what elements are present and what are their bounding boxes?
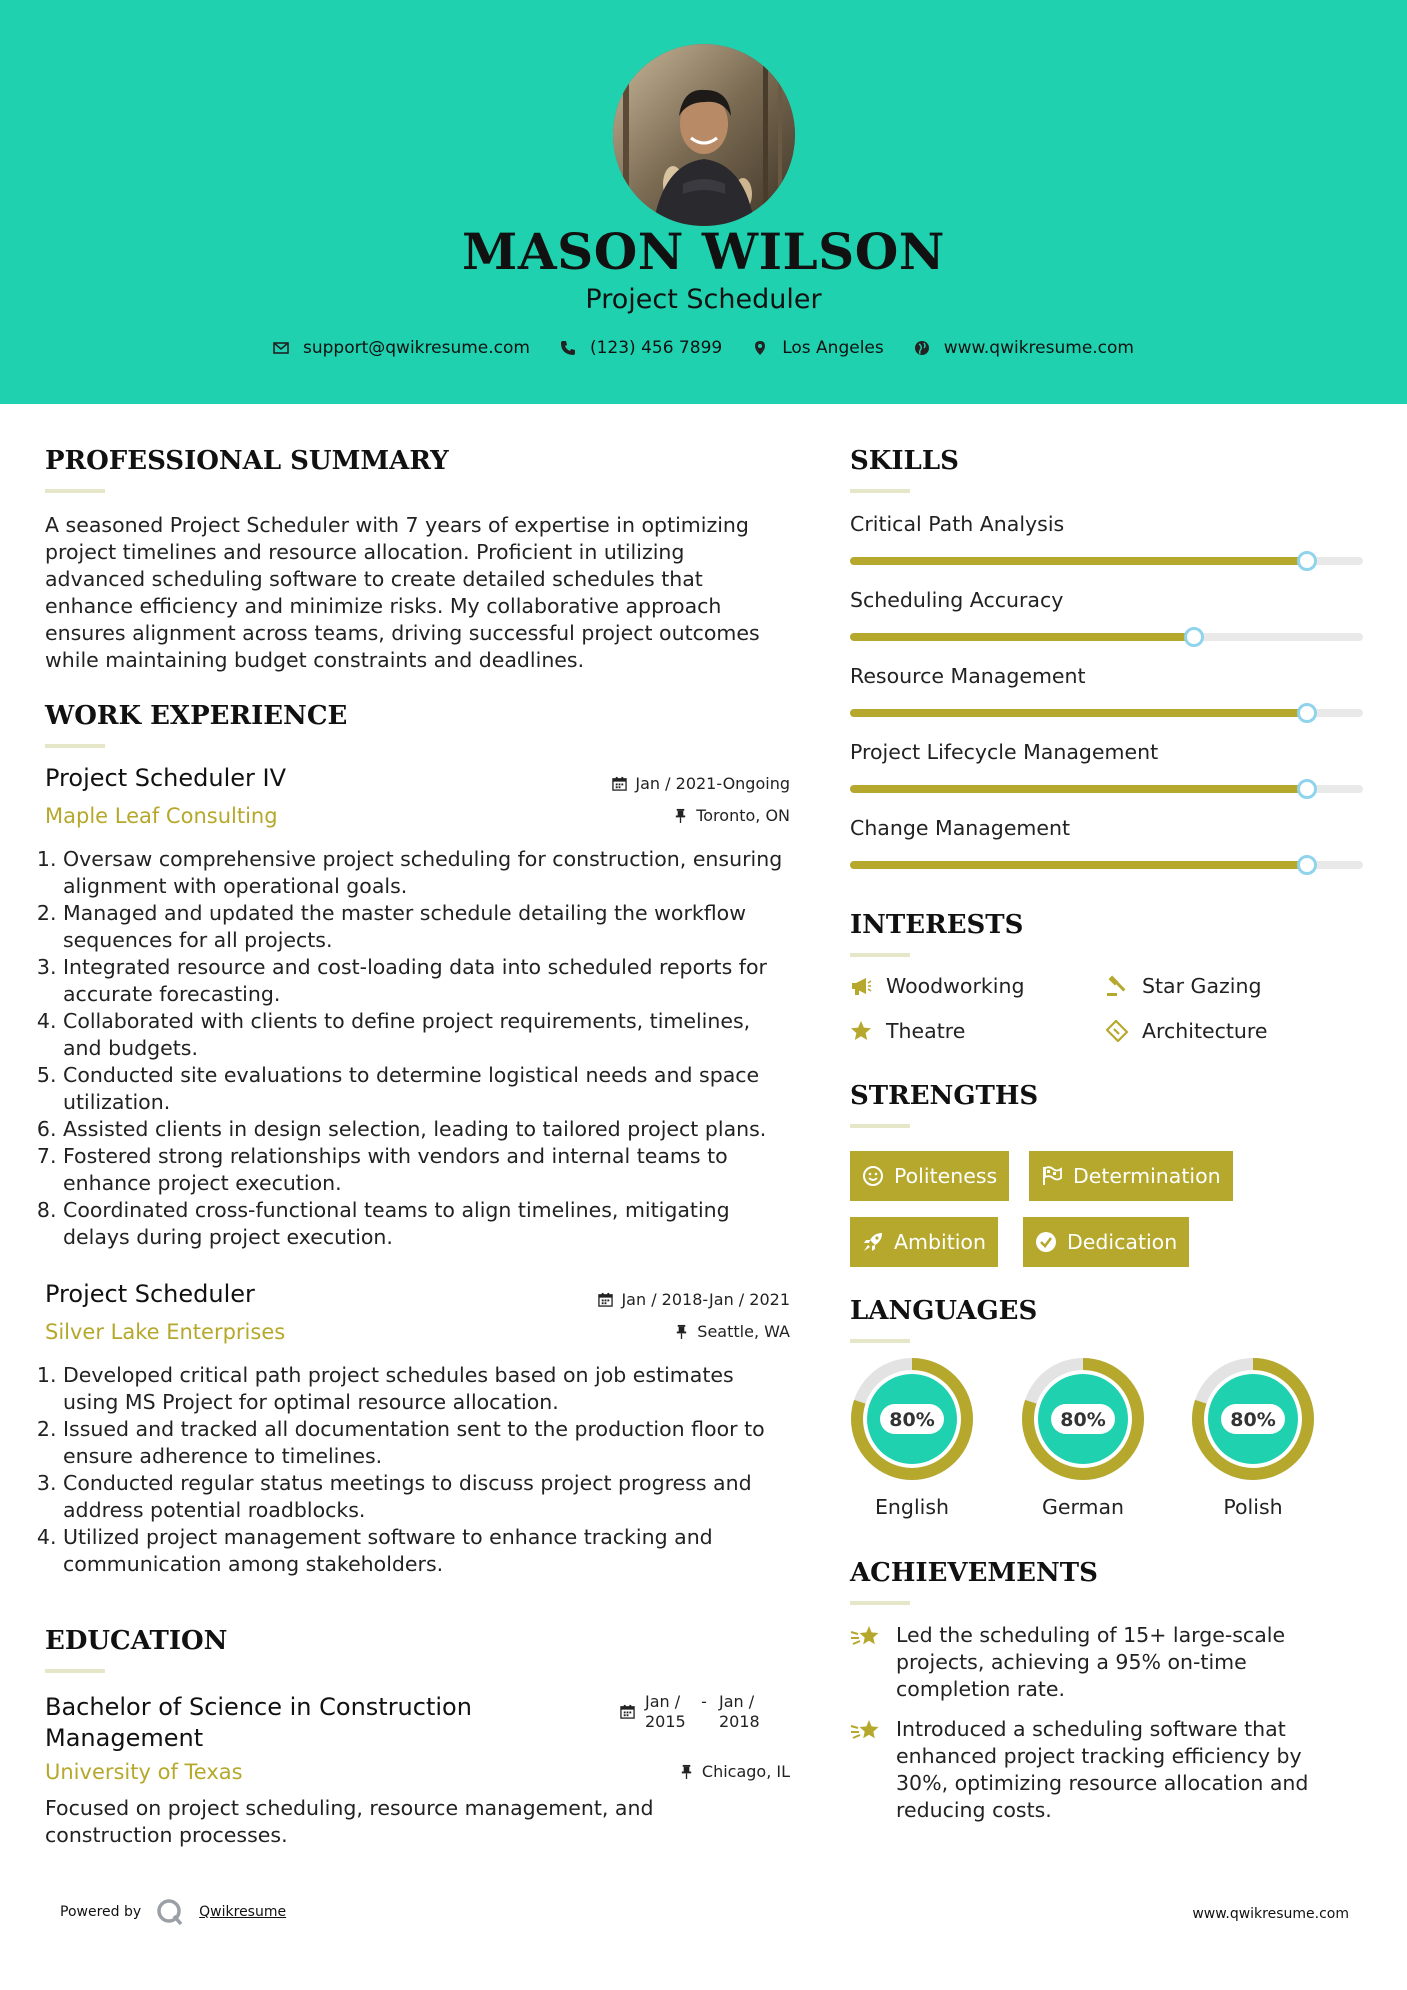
skill-bar: [850, 861, 1363, 869]
job-location-text: Seattle, WA: [697, 1322, 790, 1341]
skill-bar-knob: [1297, 551, 1317, 571]
list-item: 7. Fostered strong relationships with vendors and internal teams to enhance project execution.: [63, 1143, 793, 1197]
list-item: 1. Oversaw comprehensive project scheduling for construction, ensuring alignment with operational goals.: [63, 846, 793, 900]
languages-heading: LANGUAGES: [850, 1296, 1038, 1326]
footer-site[interactable]: www.qwikresume.com: [1192, 1906, 1349, 1922]
job-location: [674, 1322, 790, 1341]
profile-photo: [613, 44, 795, 226]
language-percent: 80%: [889, 1409, 935, 1431]
contact-website[interactable]: [914, 338, 1134, 358]
job-date: [612, 774, 790, 793]
job-location: [673, 806, 790, 825]
language-ring: [1191, 1357, 1315, 1481]
header-banner: [0, 0, 1407, 404]
skill-bar-fill: [850, 633, 1194, 641]
shooting-star-icon: [850, 1718, 882, 1746]
skill-label: Project Lifecycle Management: [850, 740, 1159, 764]
powered-by-text: Powered by: [60, 1904, 142, 1920]
date-separator: -: [701, 1692, 707, 1711]
interest-item-theatre: [850, 1019, 965, 1043]
flag-icon: [1041, 1165, 1063, 1187]
skill-bar: [850, 709, 1363, 717]
list-item: 2. Managed and updated the master schedule detailing the workflow sequences for all projects.: [63, 900, 793, 954]
interest-item-star-gazing: [1106, 974, 1261, 998]
contact-email[interactable]: [273, 338, 530, 358]
interests-underline: [850, 953, 910, 957]
phone-text: (123) 456 7899: [589, 338, 723, 358]
language-percent: 80%: [1060, 1409, 1106, 1431]
achievement-item: [850, 1622, 1330, 1703]
job-title: Project Scheduler: [45, 1280, 255, 1308]
location-text: Los Angeles: [782, 338, 884, 358]
job-date-text: Jan / 2021-Ongoing: [635, 774, 790, 793]
experience-heading: WORK EXPERIENCE: [45, 701, 348, 731]
language-ring-chart: [1021, 1357, 1145, 1481]
brand-link[interactable]: Qwikresume: [199, 1904, 287, 1920]
skill-bar: [850, 557, 1363, 565]
degree-title: Bachelor of Science in Construction Management: [45, 1693, 472, 1752]
strength-badge-ambition: [850, 1217, 998, 1267]
interest-item-woodworking: [850, 974, 1024, 998]
strength-label: Ambition: [894, 1230, 986, 1254]
pushpin-icon: [673, 808, 688, 823]
strength-label: Dedication: [1067, 1230, 1178, 1254]
summary-heading: PROFESSIONAL SUMMARY: [45, 446, 449, 476]
list-item: 4. Utilized project management software to enhance tracking and communication among stakeholders.: [63, 1524, 793, 1578]
megaphone-icon: [850, 975, 872, 997]
contact-bar: [0, 338, 1407, 358]
language-ring: [850, 1357, 974, 1481]
shooting-star-icon: [850, 1624, 882, 1652]
ticket-icon: [1106, 1020, 1128, 1042]
skill-bar-fill: [850, 785, 1307, 793]
phone-icon: [560, 340, 576, 356]
list-item: 2. Issued and tracked all documentation sent to the production floor to ensure adherence to timelines.: [63, 1416, 793, 1470]
language-ring-chart: [1191, 1357, 1315, 1481]
experience-underline: [45, 744, 105, 748]
candidate-title: Project Scheduler: [585, 284, 822, 315]
education-date-start: Jan / 2015: [645, 1692, 686, 1731]
contact-location: [752, 338, 884, 358]
contact-phone[interactable]: [560, 338, 722, 358]
list-item: 5. Conducted site evaluations to determine logistical needs and space utilization.: [63, 1062, 793, 1116]
envelope-icon: [273, 340, 289, 356]
achievements-underline: [850, 1601, 910, 1605]
achievement-text: Led the scheduling of 15+ large-scale projects, achieving a 95% on-time completion rate.: [896, 1623, 1286, 1701]
list-item: 8. Coordinated cross-functional teams to align timelines, mitigating delays during project execution.: [63, 1197, 793, 1251]
language-ring-chart: [850, 1357, 974, 1481]
education-date-end: Jan / 2018: [719, 1692, 760, 1731]
interest-label: Theatre: [886, 1019, 966, 1043]
interest-label: Woodworking: [886, 974, 1025, 998]
star-icon: [850, 1020, 872, 1042]
globe-icon: [914, 340, 930, 356]
rocket-icon: [862, 1231, 884, 1253]
skill-bar-fill: [850, 709, 1307, 717]
language-label: German: [1041, 1495, 1125, 1519]
job-duties-list: [33, 846, 793, 1251]
strengths-underline: [850, 1124, 910, 1128]
website-text: www.qwikresume.com: [943, 338, 1134, 358]
map-pin-icon: [752, 340, 768, 356]
summary-text: A seasoned Project Scheduler with 7 years of expertise in optimizing project timelines and resource allocation. Proficient in utilizing advanced scheduling software to create detailed schedules that enhance efficiency and minimize risks. My collaborative approach ensures alignment across teams, driving successful project outcomes while maintaining budget constraints and deadlines.: [45, 513, 760, 672]
job-date-text: Jan / 2018-Jan / 2021: [621, 1290, 790, 1309]
interest-label: Architecture: [1142, 1019, 1268, 1043]
education-underline: [45, 1669, 105, 1673]
company-name: Silver Lake Enterprises: [45, 1320, 286, 1344]
skill-bar-fill: [850, 557, 1307, 565]
skill-bar-knob: [1297, 703, 1317, 723]
job-location-text: Toronto, ON: [696, 806, 790, 825]
language-ring: [1021, 1357, 1145, 1481]
interest-label: Star Gazing: [1142, 974, 1262, 998]
skills-underline: [850, 489, 910, 493]
language-label: English: [874, 1495, 950, 1519]
company-name: Maple Leaf Consulting: [45, 804, 278, 828]
skill-bar-knob: [1297, 779, 1317, 799]
education-description: Focused on project scheduling, resource management, and construction processes.: [45, 1796, 654, 1847]
achievement-item: [850, 1716, 1330, 1824]
skill-label: Change Management: [850, 816, 1071, 840]
job-duties-list: [33, 1362, 793, 1578]
language-label: Polish: [1223, 1495, 1283, 1519]
strength-label: Determination: [1073, 1164, 1221, 1188]
education-location: [679, 1762, 790, 1781]
list-item: 3. Conducted regular status meetings to discuss project progress and address potential roadblocks.: [63, 1470, 793, 1524]
languages-underline: [850, 1339, 910, 1343]
education-date: [620, 1692, 763, 1732]
gavel-icon: [1106, 975, 1128, 997]
strength-badge-dedication: [1023, 1217, 1189, 1267]
check-circle-icon: [1035, 1231, 1057, 1253]
job-date: [598, 1290, 790, 1309]
education-location-text: Chicago, IL: [701, 1762, 790, 1781]
footer-powered-by: [60, 1897, 286, 1927]
calendar-icon: [598, 1292, 613, 1307]
job-title: Project Scheduler IV: [45, 764, 287, 792]
skill-bar-knob: [1184, 627, 1204, 647]
candidate-name: MASON WILSON: [462, 222, 945, 281]
strengths-heading: STRENGTHS: [850, 1081, 1039, 1111]
skill-label: Resource Management: [850, 664, 1086, 688]
school-name: University of Texas: [45, 1760, 243, 1784]
interest-item-architecture: [1106, 1019, 1268, 1043]
qwikresume-logo-icon: [155, 1897, 185, 1927]
skill-bar: [850, 785, 1363, 793]
skill-bar: [850, 633, 1363, 641]
skill-bar-fill: [850, 861, 1307, 869]
strength-badge-politeness: [850, 1151, 1009, 1201]
skill-label: Scheduling Accuracy: [850, 588, 1064, 612]
skill-bar-knob: [1297, 855, 1317, 875]
calendar-icon: [620, 1704, 635, 1719]
list-item: 1. Developed critical path project schedules based on job estimates using MS Project for optimal resource allocation.: [63, 1362, 793, 1416]
calendar-icon: [612, 776, 627, 791]
skill-label: Critical Path Analysis: [850, 512, 1065, 536]
language-percent: 80%: [1230, 1409, 1276, 1431]
achievements-heading: ACHIEVEMENTS: [850, 1558, 1098, 1588]
strength-badge-determination: [1029, 1151, 1233, 1201]
list-item: 3. Integrated resource and cost-loading data into scheduled reports for accurate forecasting.: [63, 954, 793, 1008]
skills-heading: SKILLS: [850, 446, 959, 476]
pushpin-icon: [679, 1764, 694, 1779]
smiley-icon: [862, 1165, 884, 1187]
email-text: support@qwikresume.com: [303, 338, 530, 358]
strength-label: Politeness: [894, 1164, 998, 1188]
list-item: 6. Assisted clients in design selection, leading to tailored project plans.: [63, 1116, 793, 1143]
interests-heading: INTERESTS: [850, 910, 1024, 940]
list-item: 4. Collaborated with clients to define project requirements, timelines, and budgets.: [63, 1008, 793, 1062]
achievement-text: Introduced a scheduling software that enhanced project tracking efficiency by 30%, optimizing resource allocation and reducing costs.: [896, 1717, 1309, 1822]
summary-underline: [45, 489, 105, 493]
education-heading: EDUCATION: [45, 1626, 228, 1656]
pushpin-icon: [674, 1324, 689, 1339]
